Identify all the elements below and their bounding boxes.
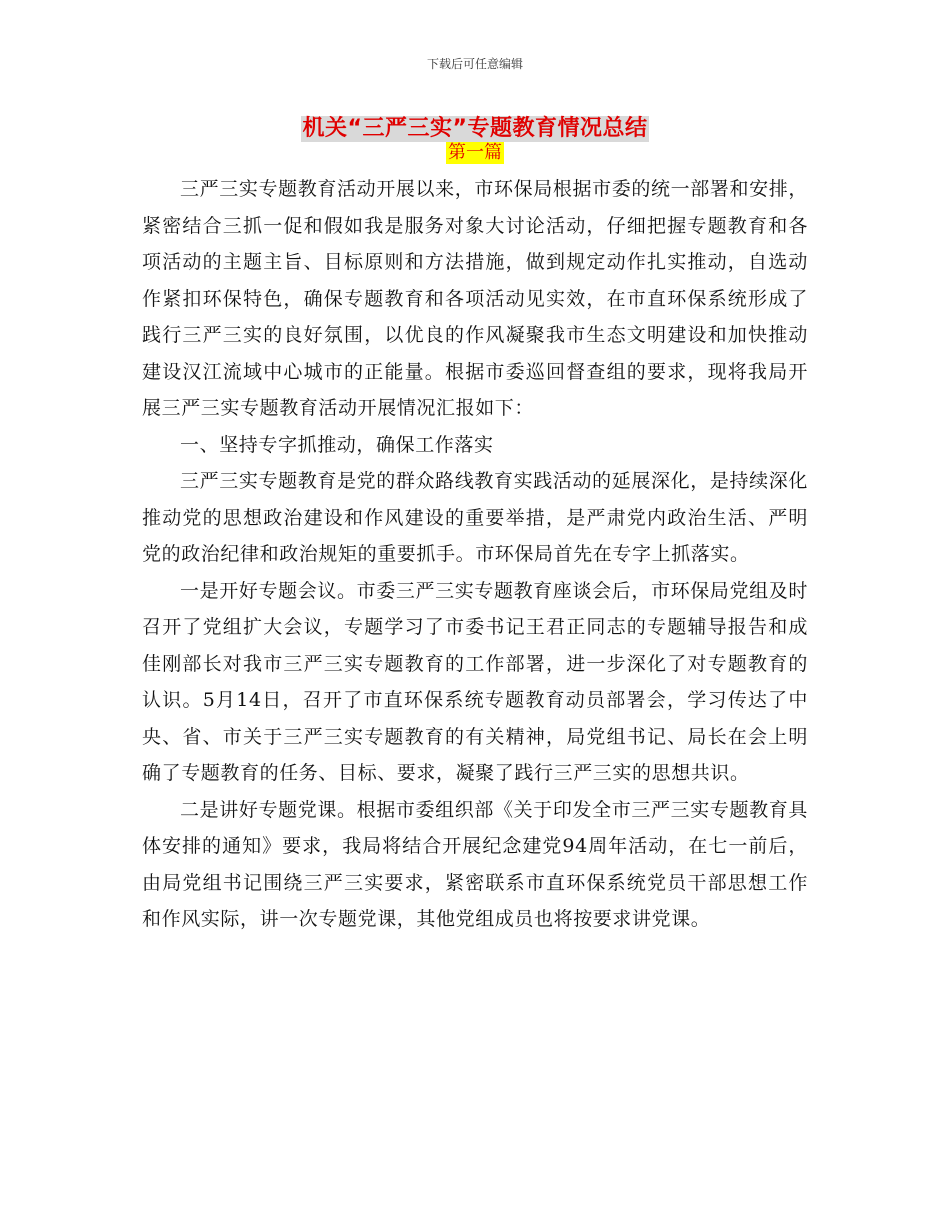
document-title: 机关“三严三实”专题教育情况总结 (302, 116, 648, 141)
header-note: 下载后可任意编辑 (426, 57, 523, 71)
paragraph-intro: 三严三实专题教育活动开展以来，市环保局根据市委的统一部署和安排，紧密结合三抓一促和假如我是服务对象大讨论活动，仔细把握专题教育和各项活动的主题主旨、目标原则和方法措施，做到规定动作扎实推动，自选动作紧扣环保特色，确保专题教育和各项活动见实效，在市直环保系统形成了践行三严三实的良好氛围，以优良的作风凝聚我市生态文明建设和加快推动建设汉江流域中心城市的正能量。根据市委巡回督查组的要求，现将我局开展三严三实专题教育活动开展情况汇报如下： (142, 178, 808, 419)
subtitle-container (0, 142, 950, 164)
title-container (0, 116, 950, 142)
document-body (142, 171, 808, 938)
document-subtitle: 第一篇 (448, 142, 502, 163)
paragraph-section-1: 三严三实专题教育是党的群众路线教育实践活动的延展深化，是持续深化推动党的思想政治建设和作风建设的重要举措，是严肃党内政治生活、严明党的政治纪律和政治规矩的重要抓手。市环保局首先在专字上抓落实。 (142, 470, 808, 565)
section-heading-1: 一、坚持专字抓推动，确保工作落实 (180, 433, 494, 456)
paragraph-item-1: 一是开好专题会议。市委三严三实专题教育座谈会后，市环保局党组及时召开了党组扩大会议，专题学习了市委书记王君正同志的专题辅导报告和成佳刚部长对我市三严三实专题教育的工作部署，进一步深化了对专题教育的认识。5月14日，召开了市直环保系统专题教育动员部署会，学习传达了中央、省、市关于三严三实专题教育的有关精神，局党组书记、局长在会上明确了专题教育的任务、目标、要求，凝聚了践行三严三实的思想共识。 (142, 579, 808, 784)
paragraph-item-2: 二是讲好专题党课。根据市委组织部《关于印发全市三严三实专题教育具体安排的通知》要求，我局将结合开展纪念建党94周年活动，在七一前后，由局党组书记围绕三严三实要求，紧密联系市直环保系统党员干部思想工作和作风实际，讲一次专题党课，其他党组成员也将按要求讲党课。 (142, 798, 808, 930)
